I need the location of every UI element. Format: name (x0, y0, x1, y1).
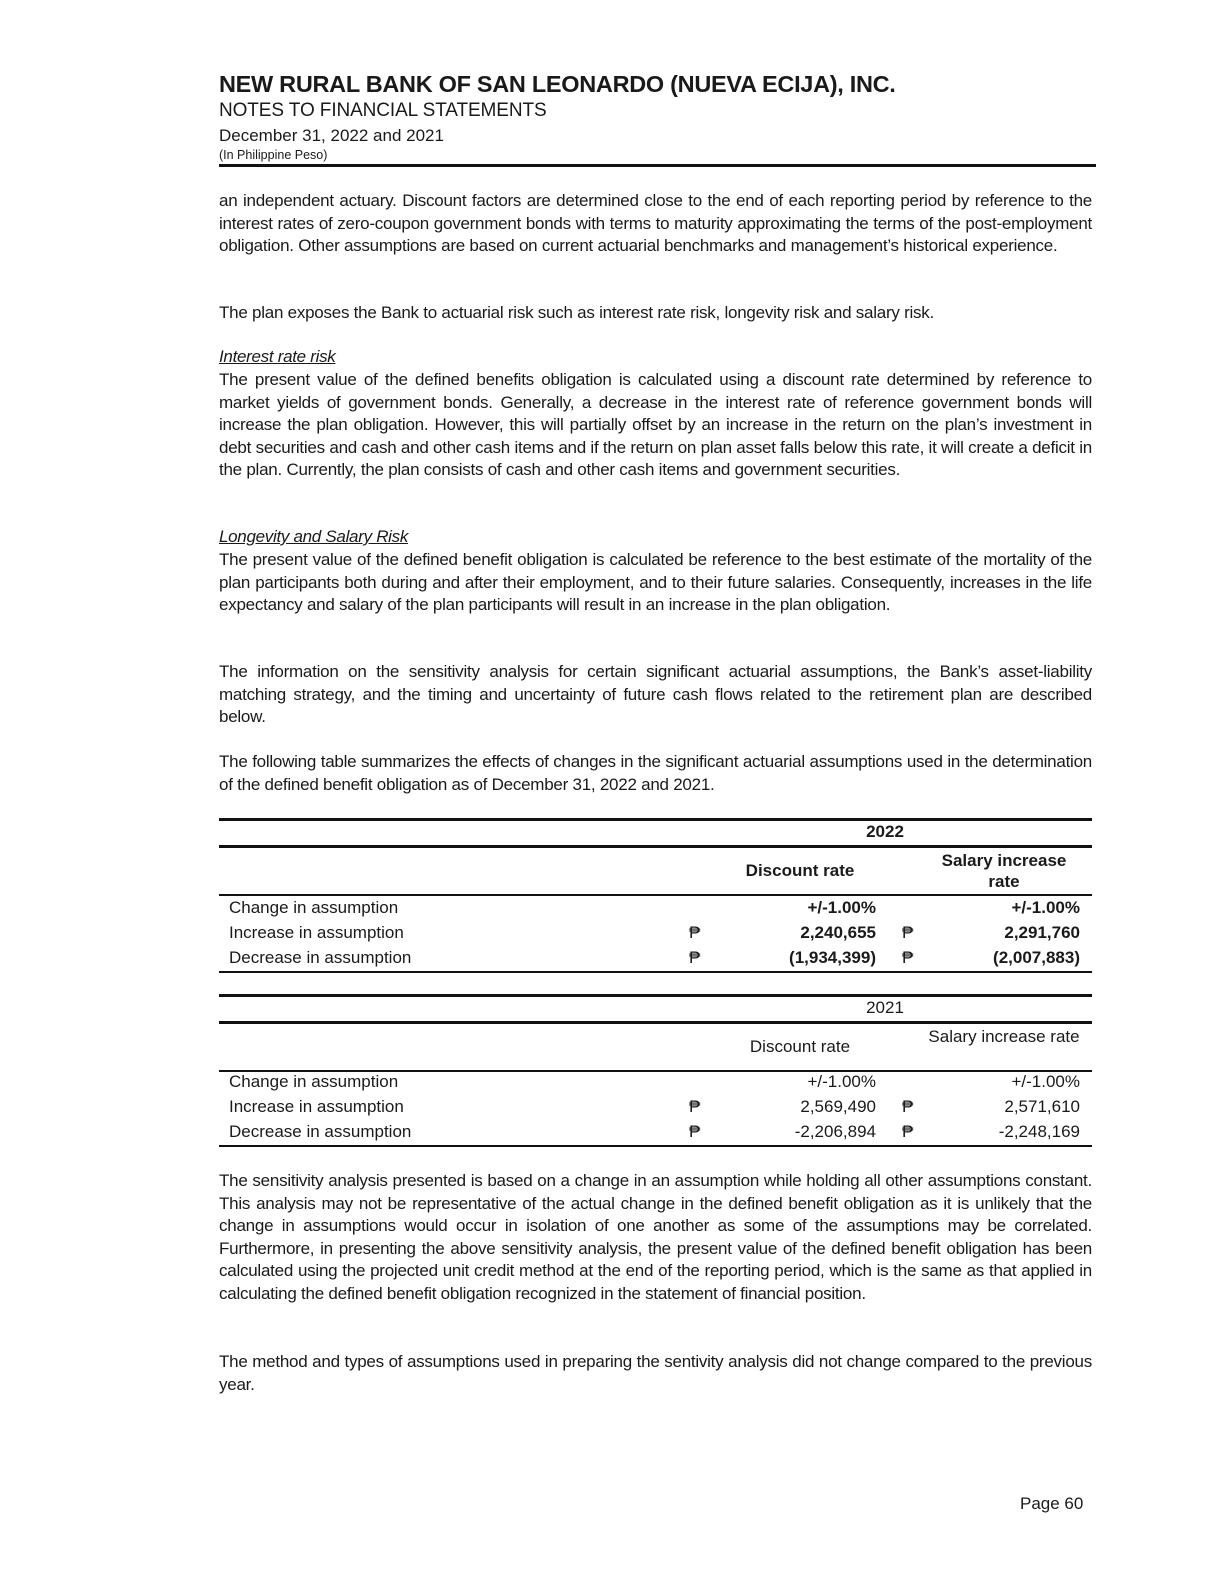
paragraph-risks: The plan exposes the Bank to actuarial risk such as interest rate risk, longevity risk and salary risk. (219, 303, 935, 322)
peso-sign-icon: ₱ (902, 923, 914, 942)
peso-sign-icon: ₱ (902, 1122, 914, 1141)
table-header-rule (219, 894, 1092, 896)
paragraph-sensitivity-info: The information on the sensitivity analysis for certain significant actuarial assumptions, the Bank’s asset-liability matching strategy, and the timing and uncertainty of future cash flows related to the retirement plan are described below. (219, 662, 1092, 727)
header-rule (219, 164, 1096, 167)
row-label: Change in assumption (229, 1072, 399, 1091)
column-header-discount-rate: Discount rate (745, 861, 855, 880)
discount-rate-value: +/-1.00% (807, 1072, 876, 1091)
currency-unit: (In Philippine Peso) (219, 148, 328, 162)
paragraph-interest-rate-risk: The present value of the defined benefits obligation is calculated using a discount rate determined by reference to market yields of government bonds. Generally, a decrease in the interest rate of reference government bonds will increase the plan obligation. However, this will partially offset by an increase in the return on the plan’s investment in debt securities and cash and other cash items and if the return on plan asset falls below this rate, it will create a deficit in the plan. Currently, the plan consists of cash and other cash items and government securities. (219, 370, 1092, 480)
column-header-salary-increase-rate: Salary increase rate (941, 851, 1067, 891)
discount-rate-value: 2,569,490 (800, 1097, 876, 1116)
table-year: 2021 (866, 998, 904, 1017)
row-label: Decrease in assumption (229, 1122, 412, 1141)
peso-sign-icon: ₱ (902, 948, 914, 967)
peso-sign-icon: ₱ (689, 948, 701, 967)
page-number: Page 60 (1020, 1494, 1084, 1513)
heading-interest-rate-risk: Interest rate risk (219, 347, 336, 366)
peso-sign-icon: ₱ (902, 1097, 914, 1116)
sensitivity-table-2022 (219, 818, 1092, 973)
section-title: NOTES TO FINANCIAL STATEMENTS (219, 100, 547, 121)
paragraph-actuary: an independent actuary. Discount factors are determined close to the end of each reporting period by reference to the interest rates of zero-coupon government bonds with terms to maturity approximating the terms of the post-employment obligation. Other assumptions are based on current actuarial benchmarks and management’s historical experience. (219, 191, 1092, 256)
discount-rate-value: (1,934,399) (789, 948, 876, 967)
salary-rate-value: 2,571,610 (1004, 1097, 1080, 1116)
paragraph-sensitivity-basis: The sensitivity analysis presented is based on a change in an assumption while holding all other assumptions constant. This analysis may not be representative of the actual change in the defined benefit obligation as it is unlikely that the change in assumptions would occur in isolation of one another as some of the assumptions may be correlated. Furthermore, in presenting the above sensitivity analysis, the present value of the defined benefit obligation has been calculated using the projected unit credit method at the end of the reporting period, which is the same as that applied in calculating the defined benefit obligation recognized in the statement of financial position. (219, 1171, 1092, 1303)
table-top-rule (219, 994, 1092, 997)
column-header-discount-rate: Discount rate (749, 1037, 851, 1056)
row-label: Increase in assumption (229, 1097, 404, 1116)
peso-sign-icon: ₱ (689, 923, 701, 942)
table-bottom-rule (219, 1145, 1092, 1147)
period-date: December 31, 2022 and 2021 (219, 126, 444, 145)
paragraph-longevity-salary-risk: The present value of the defined benefit obligation is calculated be reference to the best estimate of the mortality of the plan participants both during and after their employment, and to their future salaries. Consequently, increases in the life expectancy and salary of the plan participants will result in an increase in the plan obligation. (219, 550, 1092, 615)
table-year-rule (219, 845, 1092, 848)
peso-sign-icon: ₱ (689, 1122, 701, 1141)
salary-rate-value: 2,291,760 (1004, 923, 1080, 942)
sensitivity-table-2021 (219, 994, 1092, 1149)
table-year: 2022 (866, 822, 904, 841)
table-year-rule (219, 1021, 1092, 1024)
discount-rate-value: 2,240,655 (800, 923, 876, 942)
table-top-rule (219, 818, 1092, 821)
company-name: NEW RURAL BANK OF SAN LEONARDO (NUEVA ECIJA), INC. (219, 71, 896, 97)
paragraph-table-intro: The following table summarizes the effects of changes in the significant actuarial assumptions used in the determination of the defined benefit obligation as of December 31, 2022 and 2021. (219, 752, 1092, 794)
salary-rate-value: -2,248,169 (998, 1122, 1080, 1141)
salary-rate-value: +/-1.00% (1011, 898, 1080, 917)
row-label: Increase in assumption (229, 923, 404, 942)
discount-rate-value: -2,206,894 (794, 1122, 876, 1141)
table-bottom-rule (219, 971, 1092, 973)
salary-rate-value: +/-1.00% (1011, 1072, 1080, 1091)
peso-sign-icon: ₱ (689, 1097, 701, 1116)
discount-rate-value: +/-1.00% (807, 898, 876, 917)
salary-rate-value: (2,007,883) (993, 948, 1080, 967)
row-label: Decrease in assumption (229, 948, 412, 967)
row-label: Change in assumption (229, 898, 399, 917)
column-header-salary-increase-rate: Salary increase rate (928, 1027, 1080, 1046)
heading-longevity-salary-risk: Longevity and Salary Risk (219, 527, 409, 546)
paragraph-method: The method and types of assumptions used in preparing the sentivity analysis did not change compared to the previous year. (219, 1352, 1092, 1394)
